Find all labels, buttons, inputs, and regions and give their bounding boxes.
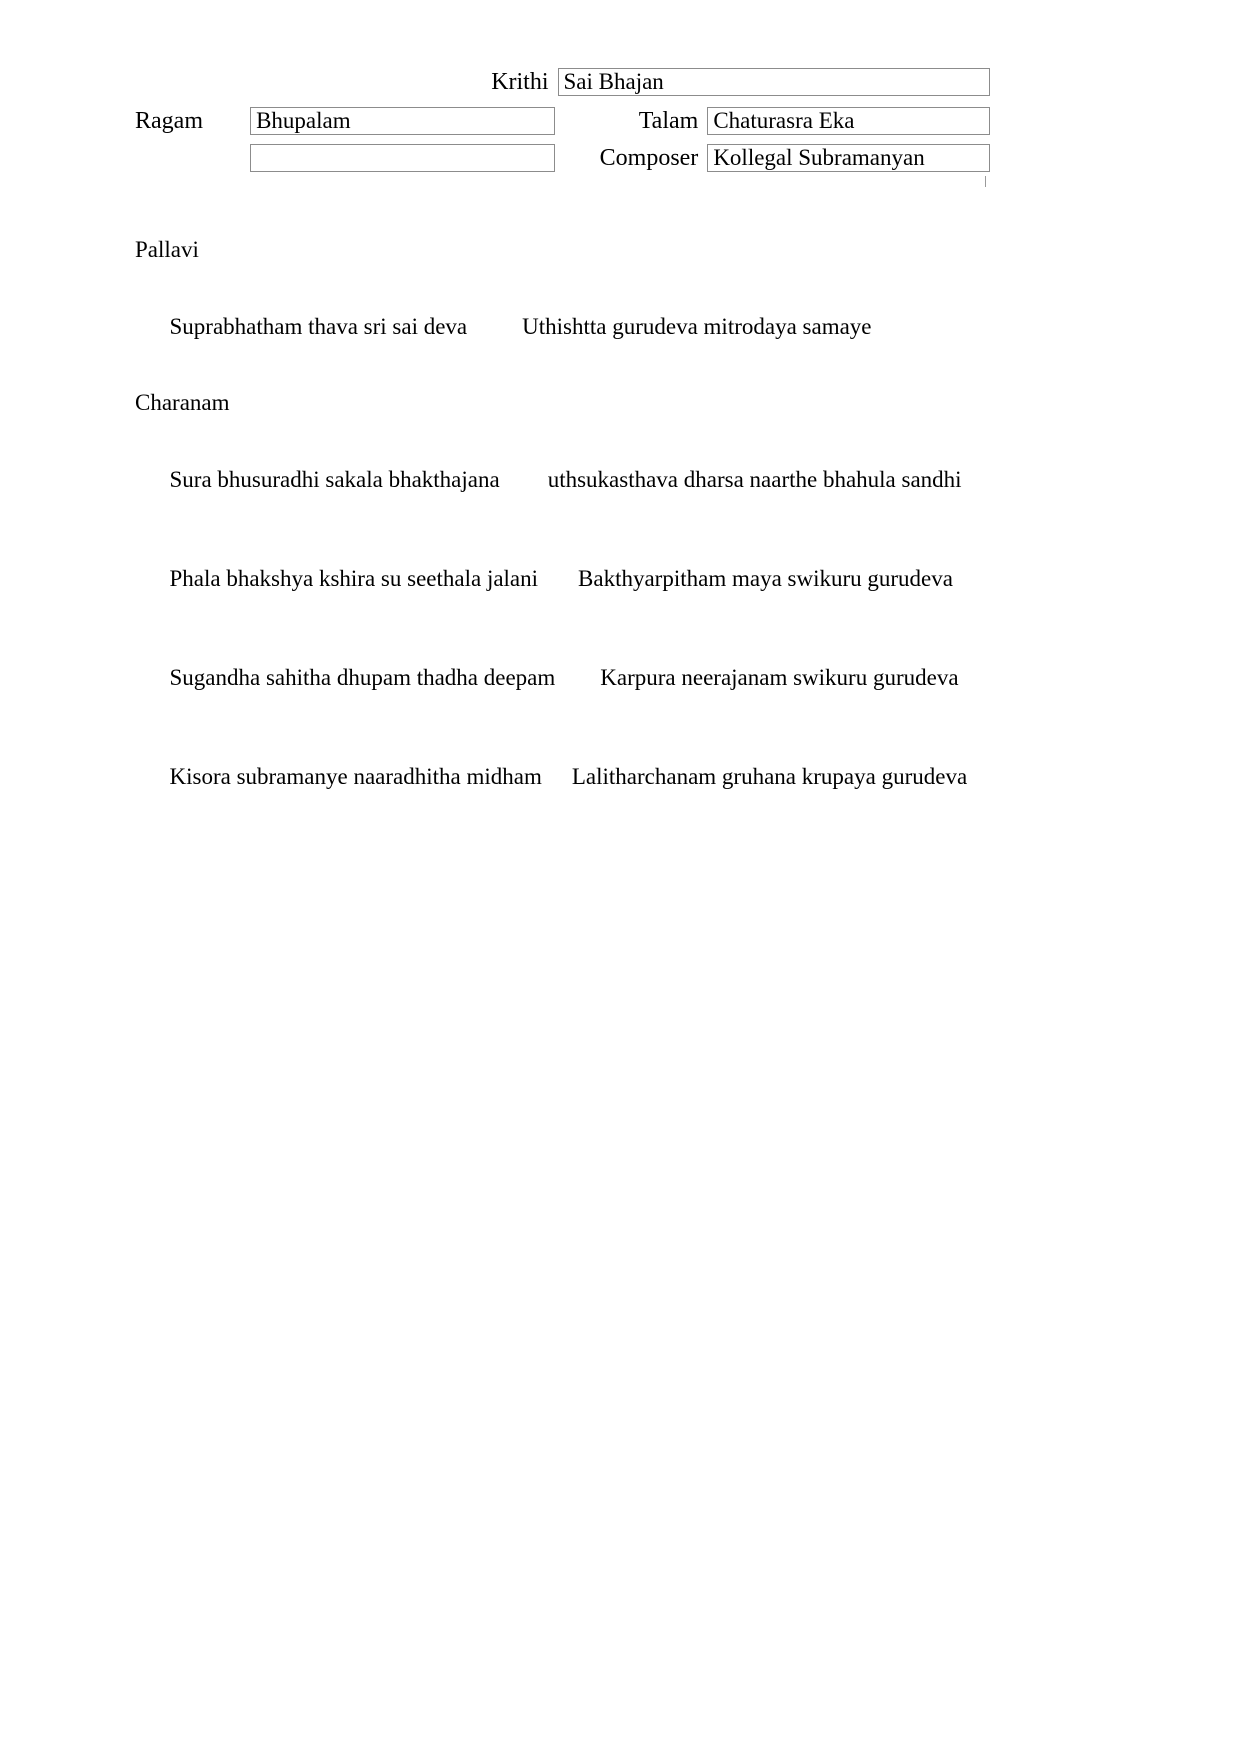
- ragam-talam-row: [135, 102, 990, 139]
- extra-input[interactable]: [250, 144, 554, 172]
- lyric-right: Karpura neerajanam swikuru gurudeva: [600, 665, 959, 690]
- lyric-right: Lalitharchanam gruhana krupaya gurudeva: [571, 764, 968, 789]
- krithi-input[interactable]: Sai Bhajan: [558, 68, 990, 96]
- lyric-line: [135, 292, 1135, 361]
- ragam-label: Ragam: [135, 107, 203, 134]
- lyric-left: Phala bhakshya kshira su seethala jalani: [169, 566, 539, 591]
- lyric-left: Sura bhusuradhi sakala bhakthajana: [169, 467, 500, 492]
- section-heading-charanam: Charanam: [135, 390, 230, 415]
- text-cursor-mark: [985, 176, 986, 187]
- lyric-right: uthsukasthava dharsa naarthe bhahula sandhi: [547, 467, 962, 492]
- extra-composer-row: [135, 139, 990, 176]
- lyric-left: Sugandha sahitha dhupam thadha deepam: [169, 665, 556, 690]
- ragam-input[interactable]: Bhupalam: [250, 107, 554, 135]
- lyric-right: Bakthyarpitham maya swikuru gurudeva: [578, 566, 953, 591]
- composer-label: Composer: [599, 144, 699, 171]
- section-heading-pallavi: Pallavi: [135, 237, 199, 262]
- talam-input[interactable]: Chaturasra Eka: [707, 107, 990, 135]
- lyric-left: Suprabhatham thava sri sai deva: [169, 314, 468, 339]
- lyric-line: [135, 544, 1135, 613]
- talam-label: Talam: [638, 107, 699, 134]
- krithi-metadata-form: [135, 62, 990, 176]
- lyric-right: Uthishtta gurudeva mitrodaya samaye: [522, 314, 872, 339]
- krithi-row: [135, 62, 990, 102]
- lyric-line: [135, 643, 1135, 712]
- composer-input[interactable]: Kollegal Subramanyan: [707, 144, 990, 172]
- lyric-line: [135, 445, 1135, 514]
- lyrics-body: [135, 238, 1135, 841]
- lyric-left: Kisora subramanye naaradhitha midham: [169, 764, 542, 789]
- krithi-label: Krithi: [491, 69, 549, 95]
- lyric-line: [135, 742, 1135, 811]
